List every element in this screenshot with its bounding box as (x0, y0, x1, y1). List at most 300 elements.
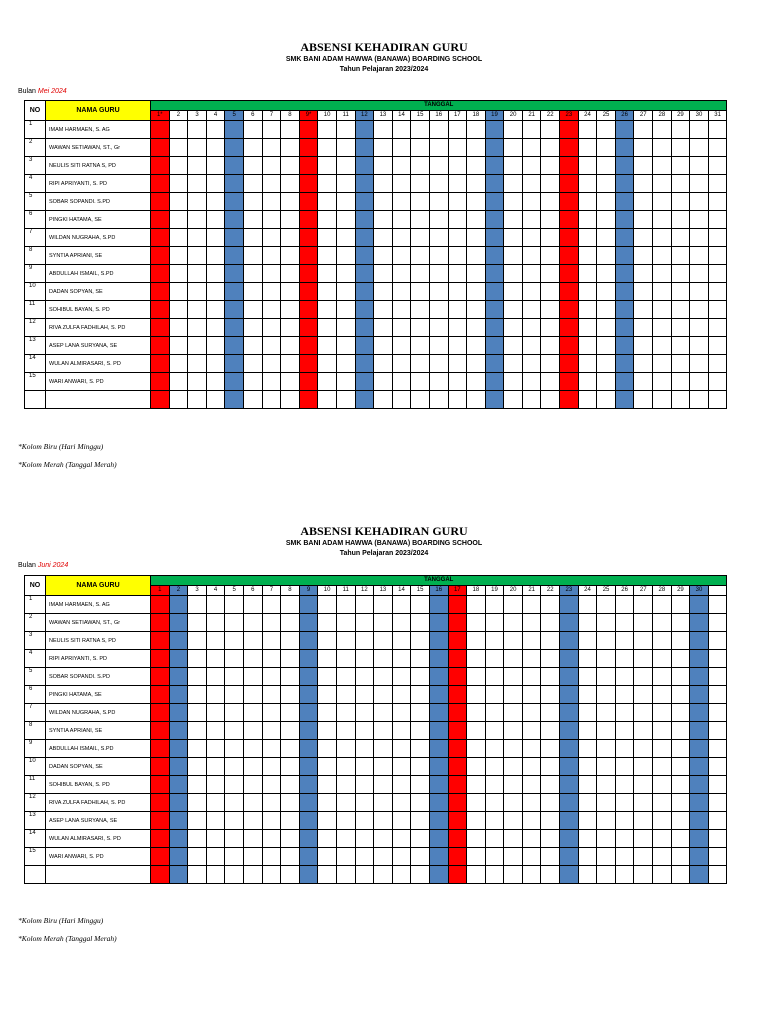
attendance-cell[interactable] (504, 337, 523, 355)
attendance-cell[interactable] (392, 157, 411, 175)
attendance-cell[interactable] (355, 722, 374, 740)
attendance-cell[interactable] (318, 229, 337, 247)
attendance-cell[interactable] (448, 157, 467, 175)
attendance-cell[interactable] (429, 121, 448, 139)
attendance-cell[interactable] (318, 758, 337, 776)
attendance-cell[interactable] (708, 722, 727, 740)
attendance-cell[interactable] (429, 373, 448, 391)
attendance-cell[interactable] (336, 337, 355, 355)
attendance-cell[interactable] (262, 686, 281, 704)
attendance-cell[interactable] (522, 211, 541, 229)
attendance-cell[interactable] (355, 614, 374, 632)
attendance-cell[interactable] (318, 668, 337, 686)
attendance-cell[interactable] (169, 121, 188, 139)
attendance-cell[interactable] (243, 265, 262, 283)
attendance-cell[interactable] (448, 229, 467, 247)
attendance-cell[interactable] (336, 740, 355, 758)
attendance-cell[interactable] (653, 373, 672, 391)
attendance-cell[interactable] (448, 866, 467, 884)
attendance-cell[interactable] (374, 650, 393, 668)
attendance-cell[interactable] (206, 157, 225, 175)
attendance-cell[interactable] (597, 704, 616, 722)
attendance-cell[interactable] (392, 668, 411, 686)
attendance-cell[interactable] (467, 848, 486, 866)
attendance-cell[interactable] (151, 596, 170, 614)
attendance-cell[interactable] (243, 812, 262, 830)
attendance-cell[interactable] (653, 776, 672, 794)
attendance-cell[interactable] (299, 193, 318, 211)
attendance-cell[interactable] (708, 301, 727, 319)
attendance-cell[interactable] (634, 650, 653, 668)
attendance-cell[interactable] (151, 337, 170, 355)
attendance-cell[interactable] (560, 247, 579, 265)
attendance-cell[interactable] (467, 229, 486, 247)
attendance-cell[interactable] (708, 848, 727, 866)
attendance-cell[interactable] (336, 776, 355, 794)
attendance-cell[interactable] (522, 740, 541, 758)
attendance-cell[interactable] (392, 722, 411, 740)
attendance-cell[interactable] (392, 391, 411, 409)
attendance-cell[interactable] (429, 355, 448, 373)
attendance-cell[interactable] (708, 229, 727, 247)
attendance-cell[interactable] (392, 247, 411, 265)
attendance-cell[interactable] (392, 211, 411, 229)
attendance-cell[interactable] (169, 614, 188, 632)
attendance-cell[interactable] (262, 391, 281, 409)
attendance-cell[interactable] (634, 373, 653, 391)
attendance-cell[interactable] (206, 211, 225, 229)
attendance-cell[interactable] (411, 830, 430, 848)
attendance-cell[interactable] (560, 722, 579, 740)
attendance-cell[interactable] (299, 175, 318, 193)
attendance-cell[interactable] (336, 265, 355, 283)
attendance-cell[interactable] (281, 758, 300, 776)
attendance-cell[interactable] (597, 776, 616, 794)
attendance-cell[interactable] (169, 722, 188, 740)
attendance-cell[interactable] (448, 704, 467, 722)
attendance-cell[interactable] (634, 632, 653, 650)
attendance-cell[interactable] (281, 337, 300, 355)
attendance-cell[interactable] (355, 596, 374, 614)
attendance-cell[interactable] (429, 722, 448, 740)
attendance-cell[interactable] (336, 596, 355, 614)
attendance-cell[interactable] (281, 776, 300, 794)
attendance-cell[interactable] (299, 229, 318, 247)
attendance-cell[interactable] (429, 776, 448, 794)
attendance-cell[interactable] (485, 193, 504, 211)
attendance-cell[interactable] (392, 794, 411, 812)
attendance-cell[interactable] (188, 211, 207, 229)
attendance-cell[interactable] (429, 319, 448, 337)
attendance-cell[interactable] (653, 211, 672, 229)
attendance-cell[interactable] (504, 139, 523, 157)
attendance-cell[interactable] (281, 301, 300, 319)
attendance-cell[interactable] (262, 157, 281, 175)
attendance-cell[interactable] (578, 157, 597, 175)
attendance-cell[interactable] (541, 175, 560, 193)
attendance-cell[interactable] (448, 614, 467, 632)
attendance-cell[interactable] (522, 175, 541, 193)
attendance-cell[interactable] (429, 740, 448, 758)
attendance-cell[interactable] (578, 650, 597, 668)
attendance-cell[interactable] (336, 211, 355, 229)
attendance-cell[interactable] (467, 247, 486, 265)
attendance-cell[interactable] (578, 283, 597, 301)
attendance-cell[interactable] (485, 866, 504, 884)
attendance-cell[interactable] (485, 794, 504, 812)
attendance-cell[interactable] (485, 848, 504, 866)
attendance-cell[interactable] (448, 139, 467, 157)
attendance-cell[interactable] (243, 229, 262, 247)
attendance-cell[interactable] (634, 776, 653, 794)
attendance-cell[interactable] (336, 668, 355, 686)
attendance-cell[interactable] (151, 391, 170, 409)
attendance-cell[interactable] (374, 722, 393, 740)
attendance-cell[interactable] (634, 265, 653, 283)
attendance-cell[interactable] (299, 776, 318, 794)
attendance-cell[interactable] (336, 247, 355, 265)
attendance-cell[interactable] (151, 848, 170, 866)
attendance-cell[interactable] (485, 830, 504, 848)
attendance-cell[interactable] (299, 596, 318, 614)
attendance-cell[interactable] (243, 596, 262, 614)
attendance-cell[interactable] (225, 776, 244, 794)
attendance-cell[interactable] (541, 812, 560, 830)
attendance-cell[interactable] (467, 740, 486, 758)
attendance-cell[interactable] (355, 758, 374, 776)
attendance-cell[interactable] (653, 758, 672, 776)
attendance-cell[interactable] (169, 704, 188, 722)
attendance-cell[interactable] (522, 301, 541, 319)
attendance-cell[interactable] (634, 229, 653, 247)
attendance-cell[interactable] (206, 229, 225, 247)
attendance-cell[interactable] (634, 614, 653, 632)
attendance-cell[interactable] (262, 740, 281, 758)
attendance-cell[interactable] (560, 704, 579, 722)
attendance-cell[interactable] (634, 121, 653, 139)
attendance-cell[interactable] (281, 139, 300, 157)
attendance-cell[interactable] (653, 812, 672, 830)
attendance-cell[interactable] (225, 283, 244, 301)
attendance-cell[interactable] (615, 866, 634, 884)
attendance-cell[interactable] (262, 301, 281, 319)
attendance-cell[interactable] (392, 139, 411, 157)
attendance-cell[interactable] (281, 722, 300, 740)
attendance-cell[interactable] (708, 283, 727, 301)
attendance-cell[interactable] (169, 686, 188, 704)
attendance-cell[interactable] (429, 301, 448, 319)
attendance-cell[interactable] (485, 740, 504, 758)
attendance-cell[interactable] (262, 758, 281, 776)
attendance-cell[interactable] (597, 337, 616, 355)
attendance-cell[interactable] (318, 848, 337, 866)
attendance-cell[interactable] (541, 740, 560, 758)
attendance-cell[interactable] (169, 265, 188, 283)
attendance-cell[interactable] (225, 229, 244, 247)
attendance-cell[interactable] (299, 283, 318, 301)
attendance-cell[interactable] (206, 614, 225, 632)
attendance-cell[interactable] (597, 614, 616, 632)
attendance-cell[interactable] (597, 319, 616, 337)
attendance-cell[interactable] (560, 812, 579, 830)
attendance-cell[interactable] (411, 812, 430, 830)
attendance-cell[interactable] (262, 722, 281, 740)
attendance-cell[interactable] (188, 794, 207, 812)
attendance-cell[interactable] (615, 794, 634, 812)
attendance-cell[interactable] (448, 758, 467, 776)
attendance-cell[interactable] (169, 866, 188, 884)
attendance-cell[interactable] (448, 812, 467, 830)
attendance-cell[interactable] (485, 139, 504, 157)
attendance-cell[interactable] (262, 866, 281, 884)
attendance-cell[interactable] (262, 668, 281, 686)
attendance-cell[interactable] (206, 848, 225, 866)
attendance-cell[interactable] (374, 301, 393, 319)
attendance-cell[interactable] (243, 776, 262, 794)
attendance-cell[interactable] (355, 794, 374, 812)
attendance-cell[interactable] (578, 704, 597, 722)
attendance-cell[interactable] (262, 265, 281, 283)
attendance-cell[interactable] (615, 193, 634, 211)
attendance-cell[interactable] (504, 247, 523, 265)
attendance-cell[interactable] (541, 265, 560, 283)
attendance-cell[interactable] (169, 794, 188, 812)
attendance-cell[interactable] (560, 193, 579, 211)
attendance-cell[interactable] (597, 247, 616, 265)
attendance-cell[interactable] (485, 614, 504, 632)
attendance-cell[interactable] (243, 157, 262, 175)
attendance-cell[interactable] (560, 211, 579, 229)
attendance-cell[interactable] (690, 866, 709, 884)
attendance-cell[interactable] (225, 391, 244, 409)
attendance-cell[interactable] (411, 686, 430, 704)
attendance-cell[interactable] (355, 373, 374, 391)
attendance-cell[interactable] (392, 740, 411, 758)
attendance-cell[interactable] (522, 686, 541, 704)
attendance-cell[interactable] (429, 391, 448, 409)
attendance-cell[interactable] (467, 157, 486, 175)
attendance-cell[interactable] (578, 247, 597, 265)
attendance-cell[interactable] (485, 596, 504, 614)
attendance-cell[interactable] (429, 229, 448, 247)
attendance-cell[interactable] (188, 193, 207, 211)
attendance-cell[interactable] (429, 668, 448, 686)
attendance-cell[interactable] (615, 740, 634, 758)
attendance-cell[interactable] (429, 704, 448, 722)
attendance-cell[interactable] (411, 650, 430, 668)
attendance-cell[interactable] (541, 758, 560, 776)
attendance-cell[interactable] (597, 740, 616, 758)
attendance-cell[interactable] (541, 722, 560, 740)
attendance-cell[interactable] (653, 830, 672, 848)
attendance-cell[interactable] (634, 668, 653, 686)
attendance-cell[interactable] (262, 614, 281, 632)
attendance-cell[interactable] (206, 121, 225, 139)
attendance-cell[interactable] (448, 830, 467, 848)
attendance-cell[interactable] (243, 740, 262, 758)
attendance-cell[interactable] (243, 848, 262, 866)
attendance-cell[interactable] (671, 830, 690, 848)
attendance-cell[interactable] (411, 794, 430, 812)
attendance-cell[interactable] (374, 193, 393, 211)
attendance-cell[interactable] (522, 355, 541, 373)
attendance-cell[interactable] (169, 632, 188, 650)
attendance-cell[interactable] (411, 866, 430, 884)
attendance-cell[interactable] (243, 283, 262, 301)
attendance-cell[interactable] (560, 866, 579, 884)
attendance-cell[interactable] (615, 722, 634, 740)
attendance-cell[interactable] (541, 337, 560, 355)
attendance-cell[interactable] (392, 686, 411, 704)
attendance-cell[interactable] (448, 319, 467, 337)
attendance-cell[interactable] (485, 229, 504, 247)
attendance-cell[interactable] (504, 596, 523, 614)
attendance-cell[interactable] (578, 830, 597, 848)
attendance-cell[interactable] (467, 391, 486, 409)
attendance-cell[interactable] (243, 121, 262, 139)
attendance-cell[interactable] (281, 373, 300, 391)
attendance-cell[interactable] (467, 776, 486, 794)
attendance-cell[interactable] (467, 301, 486, 319)
attendance-cell[interactable] (485, 722, 504, 740)
attendance-cell[interactable] (151, 211, 170, 229)
attendance-cell[interactable] (281, 740, 300, 758)
attendance-cell[interactable] (188, 596, 207, 614)
attendance-cell[interactable] (541, 247, 560, 265)
attendance-cell[interactable] (485, 247, 504, 265)
attendance-cell[interactable] (522, 391, 541, 409)
attendance-cell[interactable] (262, 319, 281, 337)
attendance-cell[interactable] (448, 283, 467, 301)
attendance-cell[interactable] (690, 301, 709, 319)
attendance-cell[interactable] (541, 794, 560, 812)
attendance-cell[interactable] (318, 157, 337, 175)
attendance-cell[interactable] (671, 758, 690, 776)
attendance-cell[interactable] (243, 355, 262, 373)
attendance-cell[interactable] (615, 830, 634, 848)
attendance-cell[interactable] (336, 758, 355, 776)
attendance-cell[interactable] (169, 193, 188, 211)
attendance-cell[interactable] (206, 686, 225, 704)
attendance-cell[interactable] (281, 391, 300, 409)
attendance-cell[interactable] (578, 812, 597, 830)
attendance-cell[interactable] (467, 668, 486, 686)
attendance-cell[interactable] (653, 740, 672, 758)
attendance-cell[interactable] (392, 830, 411, 848)
attendance-cell[interactable] (355, 848, 374, 866)
attendance-cell[interactable] (653, 229, 672, 247)
attendance-cell[interactable] (467, 121, 486, 139)
attendance-cell[interactable] (299, 355, 318, 373)
attendance-cell[interactable] (169, 650, 188, 668)
attendance-cell[interactable] (485, 650, 504, 668)
attendance-cell[interactable] (578, 301, 597, 319)
attendance-cell[interactable] (653, 391, 672, 409)
attendance-cell[interactable] (615, 776, 634, 794)
attendance-cell[interactable] (169, 812, 188, 830)
attendance-cell[interactable] (467, 355, 486, 373)
attendance-cell[interactable] (597, 157, 616, 175)
attendance-cell[interactable] (188, 139, 207, 157)
attendance-cell[interactable] (225, 337, 244, 355)
attendance-cell[interactable] (522, 373, 541, 391)
attendance-cell[interactable] (281, 355, 300, 373)
attendance-cell[interactable] (522, 614, 541, 632)
attendance-cell[interactable] (281, 812, 300, 830)
attendance-cell[interactable] (578, 632, 597, 650)
attendance-cell[interactable] (504, 373, 523, 391)
attendance-cell[interactable] (708, 650, 727, 668)
attendance-cell[interactable] (411, 175, 430, 193)
attendance-cell[interactable] (151, 776, 170, 794)
attendance-cell[interactable] (560, 355, 579, 373)
attendance-cell[interactable] (597, 121, 616, 139)
attendance-cell[interactable] (243, 722, 262, 740)
attendance-cell[interactable] (578, 175, 597, 193)
attendance-cell[interactable] (708, 776, 727, 794)
attendance-cell[interactable] (690, 211, 709, 229)
attendance-cell[interactable] (615, 247, 634, 265)
attendance-cell[interactable] (243, 794, 262, 812)
attendance-cell[interactable] (151, 794, 170, 812)
attendance-cell[interactable] (225, 668, 244, 686)
attendance-cell[interactable] (243, 337, 262, 355)
attendance-cell[interactable] (634, 157, 653, 175)
attendance-cell[interactable] (411, 157, 430, 175)
attendance-cell[interactable] (411, 740, 430, 758)
attendance-cell[interactable] (374, 247, 393, 265)
attendance-cell[interactable] (243, 139, 262, 157)
attendance-cell[interactable] (411, 391, 430, 409)
attendance-cell[interactable] (206, 355, 225, 373)
attendance-cell[interactable] (615, 614, 634, 632)
attendance-cell[interactable] (374, 632, 393, 650)
attendance-cell[interactable] (206, 722, 225, 740)
attendance-cell[interactable] (578, 121, 597, 139)
attendance-cell[interactable] (467, 632, 486, 650)
attendance-cell[interactable] (485, 265, 504, 283)
attendance-cell[interactable] (206, 175, 225, 193)
attendance-cell[interactable] (299, 373, 318, 391)
attendance-cell[interactable] (336, 157, 355, 175)
attendance-cell[interactable] (243, 175, 262, 193)
attendance-cell[interactable] (522, 229, 541, 247)
attendance-cell[interactable] (522, 121, 541, 139)
attendance-cell[interactable] (206, 193, 225, 211)
attendance-cell[interactable] (578, 211, 597, 229)
attendance-cell[interactable] (225, 812, 244, 830)
attendance-cell[interactable] (541, 596, 560, 614)
attendance-cell[interactable] (597, 283, 616, 301)
attendance-cell[interactable] (578, 758, 597, 776)
attendance-cell[interactable] (653, 247, 672, 265)
attendance-cell[interactable] (560, 794, 579, 812)
attendance-cell[interactable] (151, 175, 170, 193)
attendance-cell[interactable] (262, 650, 281, 668)
attendance-cell[interactable] (485, 211, 504, 229)
attendance-cell[interactable] (597, 794, 616, 812)
attendance-cell[interactable] (188, 668, 207, 686)
attendance-cell[interactable] (374, 157, 393, 175)
attendance-cell[interactable] (355, 812, 374, 830)
attendance-cell[interactable] (355, 632, 374, 650)
attendance-cell[interactable] (671, 373, 690, 391)
attendance-cell[interactable] (336, 794, 355, 812)
attendance-cell[interactable] (597, 211, 616, 229)
attendance-cell[interactable] (448, 193, 467, 211)
attendance-cell[interactable] (299, 758, 318, 776)
attendance-cell[interactable] (597, 650, 616, 668)
